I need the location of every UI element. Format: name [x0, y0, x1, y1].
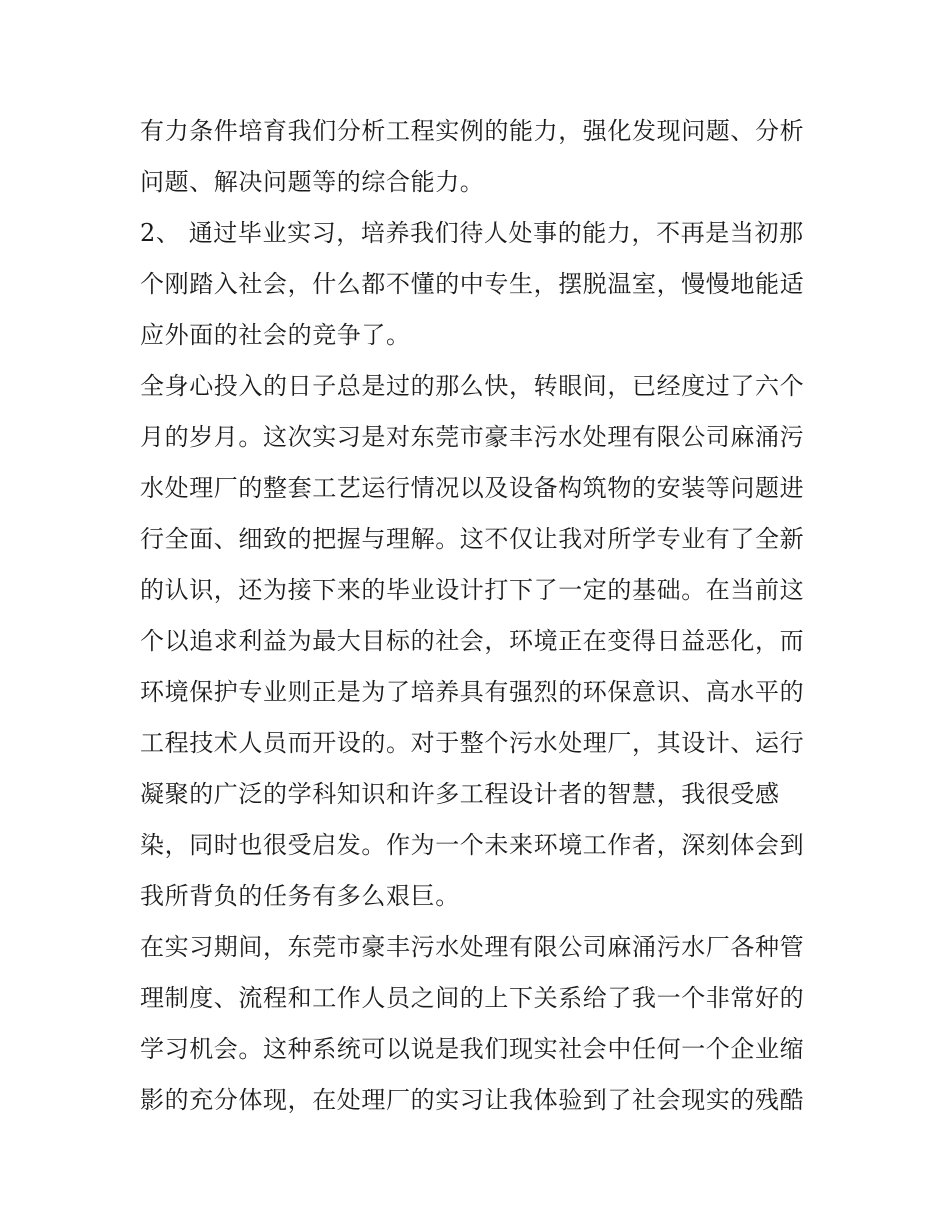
text-line: 问题、解决问题等的综合能力。	[140, 168, 485, 196]
text-line: 个刚踏入社会，什么都不懂的中专生，摆脱温室，慢慢地能适	[140, 270, 805, 298]
text-line: 凝聚的广泛的学科知识和许多工程设计者的智慧，我很受感	[140, 780, 780, 808]
text-line: 全身心投入的日子总是过的那么快，转眼间，已经度过了六个	[140, 372, 805, 400]
text-line: 影的充分体现，在处理厂的实习让我体验到了社会现实的残酷	[140, 1086, 805, 1114]
text-line: 环境保护专业则正是为了培养具有强烈的环保意识、高水平的	[140, 678, 805, 706]
text-line: 工程技术人员而开设的。对于整个污水处理厂，其设计、运行	[140, 729, 805, 757]
text-line: 理制度、流程和工作人员之间的上下关系给了我一个非常好的	[140, 984, 805, 1012]
text-line: 行全面、细致的把握与理解。这不仅让我对所学专业有了全新	[140, 525, 805, 553]
text-line: 有力条件培育我们分析工程实例的能力，强化发现问题、分析	[140, 117, 805, 145]
text-line: 学习机会。这种系统可以说是我们现实社会中任何一个企业缩	[140, 1035, 805, 1063]
text-line: 2、 通过毕业实习，培养我们待人处事的能力，不再是当初那	[140, 219, 804, 247]
text-line: 染，同时也很受启发。作为一个未来环境工作者，深刻体会到	[140, 831, 805, 859]
text-line: 水处理厂的整套工艺运行情况以及设备构筑物的安装等问题进	[140, 474, 805, 502]
text-line: 月的岁月。这次实习是对东莞市豪丰污水处理有限公司麻涌污	[140, 423, 805, 451]
text-line: 的认识，还为接下来的毕业设计打下了一定的基础。在当前这	[140, 576, 805, 604]
text-line: 应外面的社会的竞争了。	[140, 321, 411, 349]
document-body	[140, 106, 820, 1126]
text-line: 我所背负的任务有多么艰巨。	[140, 882, 460, 910]
text-line: 个以追求利益为最大目标的社会，环境正在变得日益恶化，而	[140, 627, 805, 655]
text-line: 在实习期间，东莞市豪丰污水处理有限公司麻涌污水厂各种管	[140, 933, 805, 961]
